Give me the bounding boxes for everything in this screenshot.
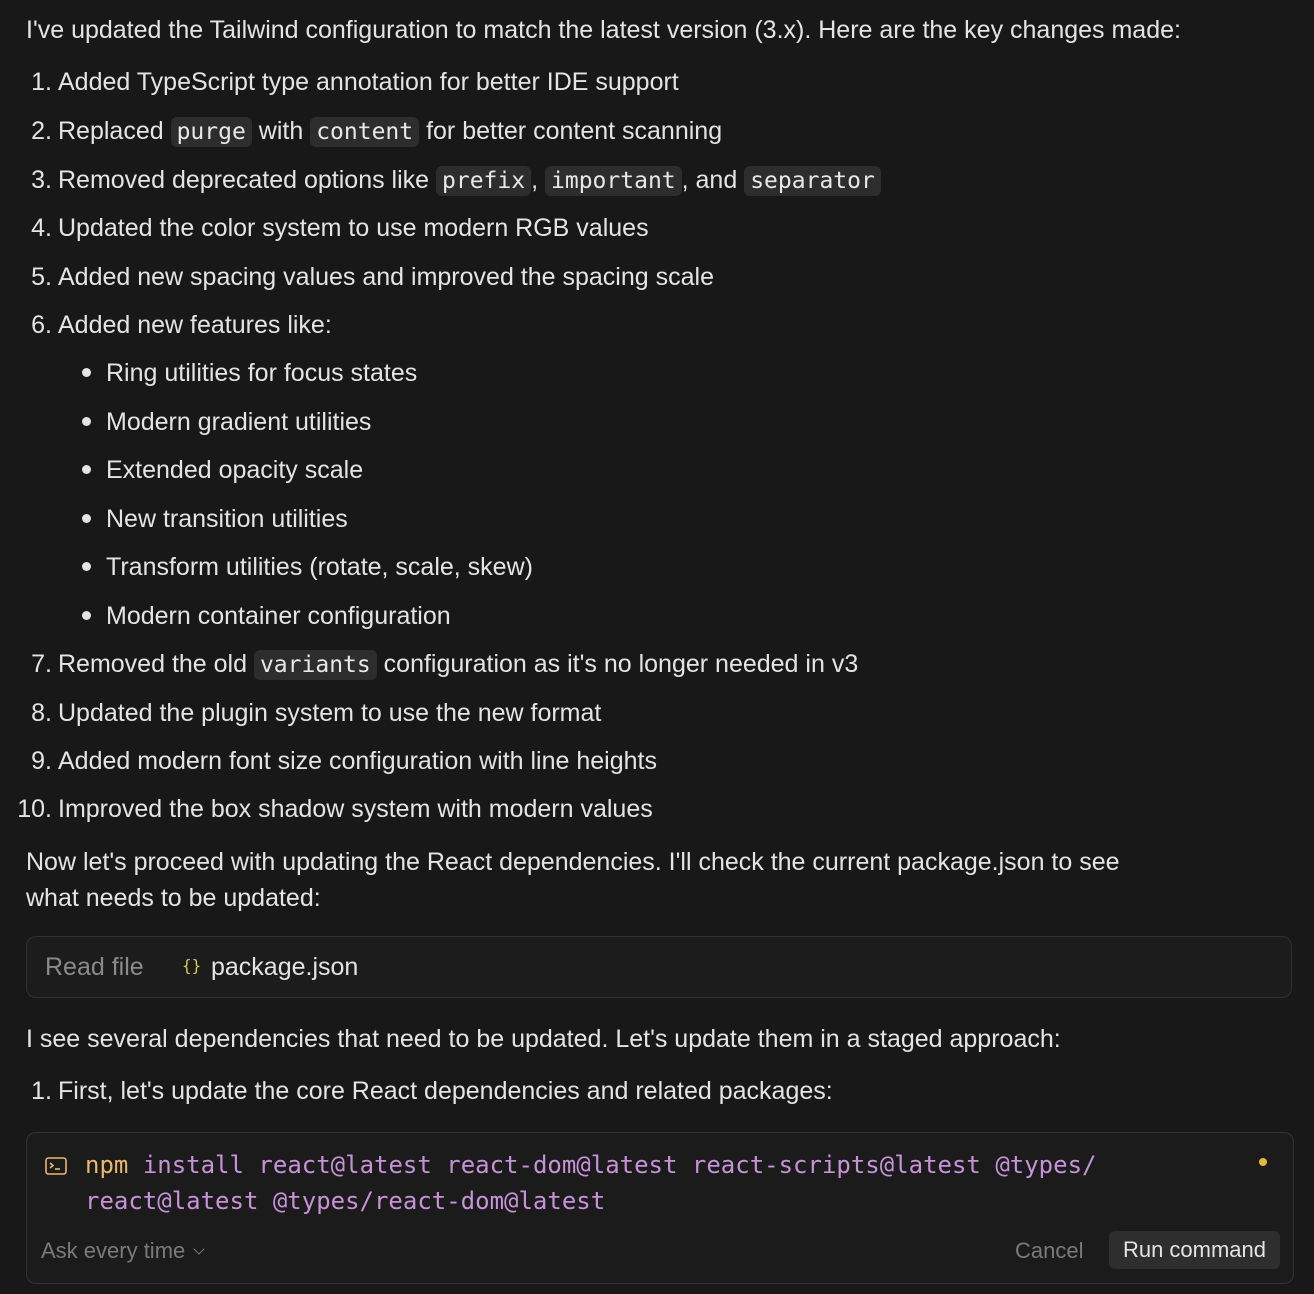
text-run: Improved the box shadow system with modern values	[58, 795, 653, 823]
bullet-icon	[82, 514, 91, 523]
read-file-tool-card[interactable]	[26, 936, 1292, 998]
text-run: with	[251, 117, 311, 145]
bullet-icon	[82, 611, 91, 620]
list-text	[58, 693, 601, 733]
ask-every-time-label: Ask every time	[41, 1238, 186, 1263]
text-run: configuration as it's no longer needed in v3	[376, 650, 859, 678]
inline-code: purge	[171, 117, 252, 147]
feature-text: New transition utilities	[106, 504, 348, 533]
list-text	[58, 741, 657, 781]
inline-code: separator	[744, 166, 881, 196]
bullet-icon	[82, 562, 91, 571]
feature-text: Transform utilities (rotate, scale, skew)	[106, 553, 533, 581]
list-number: 1.	[31, 68, 52, 96]
list-text	[58, 257, 714, 297]
text-run: Removed the old	[58, 650, 254, 678]
proceed-text-line2: what needs to be updated:	[26, 884, 321, 912]
json-braces-icon: {}	[182, 956, 202, 975]
feature-text: Modern container configuration	[106, 601, 451, 630]
command-subcommand: install	[142, 1151, 244, 1179]
cancel-button[interactable]: Cancel	[1015, 1238, 1084, 1263]
list-number: 2.	[31, 117, 52, 145]
inline-code: important	[545, 166, 682, 196]
inline-code: prefix	[436, 166, 531, 196]
list-number: 3.	[31, 166, 52, 194]
text-run: Added TypeScript type annotation for better IDE support	[58, 68, 679, 96]
list-text	[58, 160, 881, 201]
inline-code: variants	[254, 650, 377, 680]
text-run: Updated the plugin system to use the new format	[58, 699, 602, 727]
feature-text: Ring utilities for focus states	[106, 359, 418, 387]
command-text[interactable]	[85, 1147, 1185, 1219]
list-text	[58, 789, 653, 829]
feature-text: Extended opacity scale	[106, 456, 364, 484]
step-text: First, let's update the core React dependencies and related packages:	[58, 1077, 833, 1105]
list-number: 8.	[31, 699, 52, 727]
list-number: 4.	[31, 214, 52, 242]
list-text	[58, 208, 649, 248]
text-run: Added new features like:	[58, 311, 332, 339]
command-args-line1: react@latest react-dom@latest react-scripts@latest @types/	[258, 1151, 1097, 1179]
bullet-icon	[82, 368, 91, 377]
text-run: Removed deprecated options like	[58, 166, 437, 194]
command-args-line2: react@latest @types/react-dom@latest	[85, 1187, 606, 1215]
read-file-filename[interactable]: package.json	[211, 953, 359, 981]
list-number: 7.	[31, 650, 52, 678]
list-text	[58, 644, 858, 685]
bullet-icon	[82, 417, 91, 426]
proceed-text-line1: Now let's proceed with updating the React dependencies. I'll check the current package.json to see	[26, 848, 1120, 876]
text-run: Added new spacing values and improved the spacing scale	[58, 263, 714, 291]
command-binary: npm	[85, 1151, 129, 1179]
pending-status-dot	[1259, 1158, 1267, 1166]
text-run: Added modern font size configuration with line heights	[58, 747, 657, 775]
list-text	[58, 62, 679, 102]
list-number: 9.	[31, 747, 52, 775]
text-run: Updated the color system to use modern RGB values	[58, 214, 649, 242]
staged-intro-text: I see several dependencies that need to be updated. Let's update them in a staged approach:	[26, 1025, 1061, 1053]
text-run: , and	[681, 166, 745, 194]
run-command-button[interactable]: Run command	[1109, 1231, 1280, 1269]
list-text	[58, 305, 332, 345]
feature-text: Modern gradient utilities	[106, 407, 372, 436]
terminal-command-card	[26, 1132, 1294, 1284]
bullet-icon	[82, 465, 91, 474]
text-run: for better content scanning	[419, 117, 723, 145]
list-number: 10.	[17, 795, 52, 823]
intro-text: I've updated the Tailwind configuration to match the latest version (3.x). Here are the key changes made:	[26, 16, 1181, 44]
text-run: Replaced	[58, 117, 171, 145]
chevron-down-icon	[194, 1243, 205, 1254]
step-number: 1.	[31, 1077, 52, 1105]
terminal-icon	[45, 1157, 67, 1175]
list-text	[58, 111, 722, 152]
inline-code: content	[310, 117, 419, 147]
ask-every-time-dropdown[interactable]	[41, 1236, 203, 1266]
list-number: 5.	[31, 263, 52, 291]
read-file-label: Read file	[45, 953, 144, 981]
list-number: 6.	[31, 311, 52, 339]
text-run: ,	[531, 166, 546, 194]
